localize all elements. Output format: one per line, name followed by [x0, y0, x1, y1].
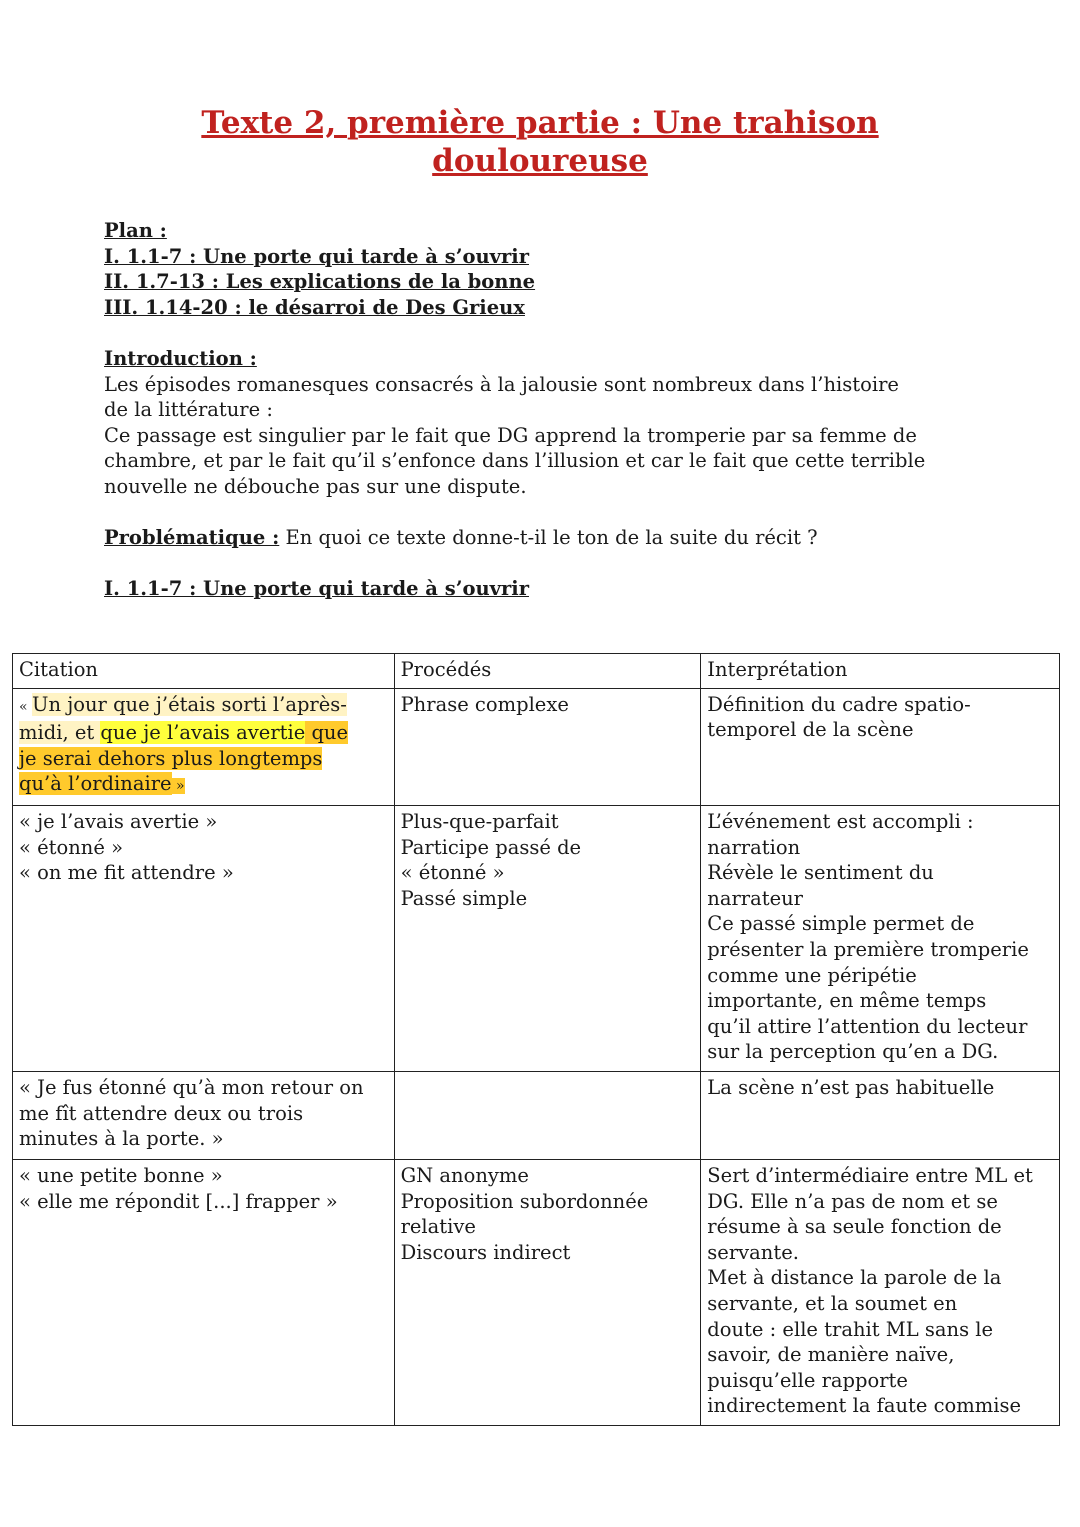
introduction-line: de la littérature : — [104, 398, 273, 422]
plan-item: II. 1.7-13 : Les explications de la bonne — [104, 270, 536, 294]
introduction-line: Les épisodes romanesques consacrés à la jalousie sont nombreux dans l’histoire — [104, 372, 899, 396]
plan-item: III. 1.14-20 : le désarroi de Des Grieux — [104, 295, 525, 319]
citation-line: me fît attendre deux ou trois — [19, 1101, 304, 1125]
header-citation: Citation — [13, 654, 395, 689]
plan-heading: Plan : — [104, 219, 167, 242]
citation-cell — [13, 1159, 395, 1425]
problematique-text: En quoi ce texte donne-t-il le ton de la suite du récit ? — [279, 526, 818, 549]
citation-line: « Je fus étonné qu’à mon retour on — [19, 1075, 364, 1099]
introduction-line: Ce passage est singulier par le fait que DG apprend la tromperie par sa femme de — [104, 423, 917, 447]
interpretation-line: doute : elle trahit ML sans le — [707, 1317, 994, 1341]
header-procedes: Procédés — [394, 654, 701, 689]
procede-line: GN anonyme — [400, 1163, 529, 1187]
interpretation-line: Révèle le sentiment du — [707, 861, 934, 885]
interpretation-line: savoir, de manière naïve, — [707, 1343, 955, 1367]
quote-close: » — [171, 778, 185, 795]
interpretation-line: narration — [707, 835, 801, 859]
interpretation-cell — [701, 688, 1060, 805]
citation-highlight-orange: qu’à l’ordinaire — [19, 772, 172, 796]
procede-line: Plus-que-parfait — [400, 809, 559, 833]
introduction-line: chambre, et par le fait qu’il s’enfonce dans l’illusion et car le fait que cette terrible — [104, 449, 926, 473]
interpretation-line: Sert d’intermédiaire entre ML et — [707, 1163, 1033, 1187]
citation-cell — [13, 805, 395, 1071]
procede-line: Discours indirect — [400, 1240, 571, 1264]
interpretation-line: servante. — [707, 1240, 799, 1264]
interpretation-line: narrateur — [707, 886, 804, 910]
interpretation-line: L’événement est accompli : — [707, 809, 974, 833]
interpretation-line: La scène n’est pas habituelle — [707, 1075, 995, 1099]
procedes-cell — [394, 688, 701, 805]
problematique-section — [104, 525, 984, 551]
citation-line: « une petite bonne » — [19, 1163, 223, 1187]
analysis-table — [12, 653, 1060, 1426]
citation-line: « on me fit attendre » — [19, 861, 234, 885]
citation-line: « je l’avais avertie » — [19, 809, 218, 833]
interpretation-line: qu’il attire l’attention du lecteur — [707, 1014, 1028, 1038]
citation-highlight: midi, et — [19, 721, 101, 745]
interpretation-line: Met à distance la parole de la — [707, 1266, 1002, 1290]
section-1-title: I. 1.1-7 : Une porte qui tarde à s’ouvrir — [104, 577, 529, 600]
header-interpretation: Interprétation — [701, 654, 1060, 689]
interpretation-line: Définition du cadre spatio- — [707, 692, 971, 716]
citation-highlight: Un jour que j’étais sorti l’après- — [32, 692, 347, 716]
citation-cell — [13, 1071, 395, 1159]
plan-item: I. 1.1-7 : Une porte qui tarde à s’ouvrir — [104, 244, 529, 268]
citation-line: « elle me répondit [...] frapper » — [19, 1189, 338, 1213]
procede-line: relative — [400, 1215, 476, 1239]
table-row — [13, 805, 1060, 1071]
interpretation-line: indirectement la faute commise — [707, 1394, 1022, 1418]
table-row — [13, 1071, 1060, 1159]
procede-line: Proposition subordonnée — [400, 1189, 649, 1213]
interpretation-cell — [701, 805, 1060, 1071]
title-line-1: Texte 2, première partie : Une trahison — [201, 105, 879, 141]
introduction-section — [104, 346, 984, 500]
procede-line: Phrase complexe — [400, 692, 569, 716]
citation-cell — [13, 688, 395, 805]
section-1-heading — [104, 576, 984, 602]
page-title — [0, 104, 1080, 180]
interpretation-line: Ce passé simple permet de — [707, 912, 975, 936]
interpretation-line: sur la perception qu’en a DG. — [707, 1040, 999, 1064]
interpretation-cell — [701, 1159, 1060, 1425]
citation-line: « étonné » — [19, 835, 124, 859]
procedes-cell — [394, 1159, 701, 1425]
interpretation-line: présenter la première tromperie — [707, 937, 1029, 961]
interpretation-line: DG. Elle n’a pas de nom et se — [707, 1189, 998, 1213]
interpretation-line: comme une péripétie — [707, 963, 917, 987]
citation-highlight-orange: que — [305, 721, 349, 745]
citation-highlight-orange: je serai dehors plus longtemps — [19, 746, 323, 770]
citation-line: minutes à la porte. » — [19, 1127, 224, 1151]
procedes-cell — [394, 1071, 701, 1159]
table-row — [13, 688, 1060, 805]
procede-line: Participe passé de — [400, 835, 582, 859]
title-line-2: douloureuse — [432, 143, 648, 179]
plan-section — [104, 218, 984, 320]
procedes-cell — [394, 805, 701, 1071]
procede-line: Passé simple — [400, 886, 528, 910]
introduction-heading: Introduction : — [104, 347, 257, 370]
interpretation-line: importante, en même temps — [707, 989, 987, 1013]
interpretation-line: résume à sa seule fonction de — [707, 1215, 1002, 1239]
table-row — [13, 1159, 1060, 1425]
problematique-label: Problématique : — [104, 526, 280, 549]
interpretation-line: servante, et la soumet en — [707, 1291, 958, 1315]
introduction-line: nouvelle ne débouche pas sur une dispute. — [104, 474, 527, 498]
interpretation-line: puisqu’elle rapporte — [707, 1368, 908, 1392]
citation-highlight-yellow: que je l’avais avertie — [100, 721, 306, 745]
procede-line: « étonné » — [400, 861, 505, 885]
interpretation-cell — [701, 1071, 1060, 1159]
quote-open: « — [19, 698, 33, 715]
interpretation-line: temporel de la scène — [707, 718, 914, 742]
table-header-row — [13, 654, 1060, 689]
